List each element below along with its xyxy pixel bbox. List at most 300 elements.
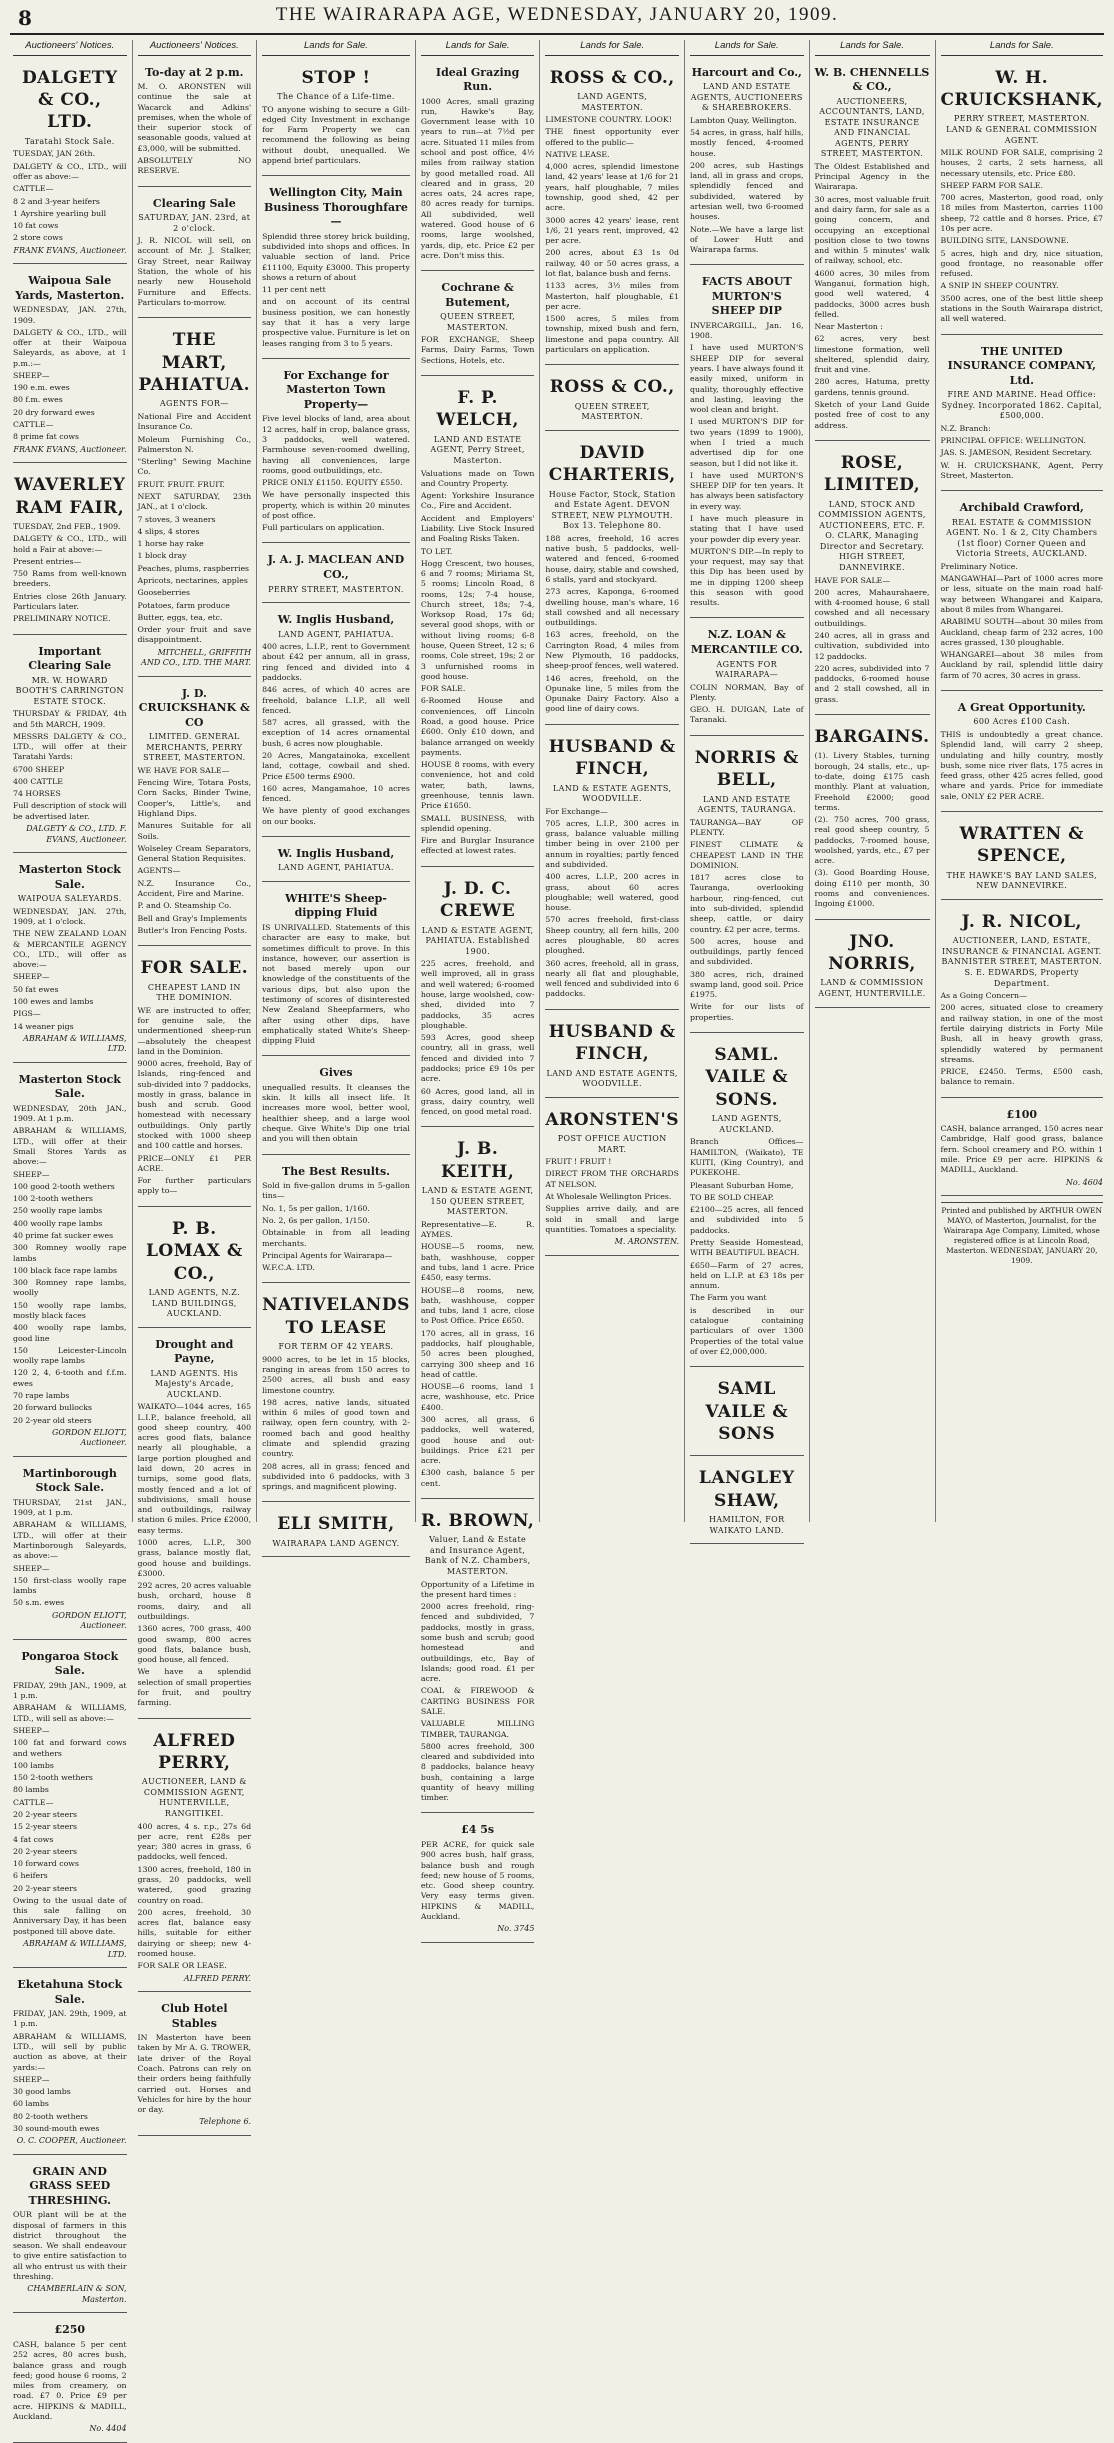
ad-line: No. 2, 6s per gallon, 1/150. [262,1215,370,1225]
ad-line: COLIN NORMAN, Bay of Plenty. [689,682,804,702]
ad-line: MANGAWHAI—Part of 1000 acres more or less, situate on the main road half-way between Whangarei and Kaipara, about 8 miles from Whangarei. [940,574,1104,614]
ad-line: SHEEP FARM FOR SALE. [940,180,1043,190]
ad-line: FINEST CLIMATE & CHEAPEST LAND IN THE DOMINION. [689,840,804,870]
ad-line: 100 fat and forward cows and wethers [13,1738,127,1758]
ad-line: 4,000 acres, splendid limestone land, 42 years' lease at 1/6 for 21 years, half ploughable, 7 miles township, good shed, 42 per acre. [545,162,679,213]
ad-heading: THE UNITED INSURANCE COMPANY, Ltd. [947,344,1096,387]
ad-heading: JNO. NORRIS, [828,931,916,975]
ad-line: J. R. NICOL will sell, on account of Mr. J. Stalker, Gray Street, near Railway Station, the whole of his nearly new Household Furniture and Effects. Particulars to-morrow. [137,236,252,307]
ad-heading: £250 [54,2323,86,2337]
ad-line: BUILDING SITE, LANSDOWNE. [940,236,1069,246]
ad-line: 60 Acres, good land, all in grass, dairy country, well fenced, on good metal road. [420,1086,535,1117]
ad-line: 40 prime fat sucker ewes [13,1231,114,1241]
ad-line: Accident and Employers' Liability. Live Stock Insured and Foaling Risks Taken. [420,513,535,544]
ad-heading: DAVID CHARTERIS, [548,442,676,486]
ad-line: WEDNESDAY, JAN. 27th, 1909. [13,305,127,325]
ad-line: MILK ROUND FOR SALE, comprising 2 houses, 2 carts, 2 sets harness, all necessary utensils, etc. Price £80. [940,148,1104,178]
ad-line: 1817 acres close to Tauranga, overlooking harbour, ring-fenced, cut into sub-divided, splendid sheep, cattle, or dairy country. £2 per acre, terms. [689,873,804,934]
ad-line: 100 good 2-tooth wethers [13,1181,115,1191]
ad-heading: WRATTEN & SPENCE, [959,823,1084,867]
ad-signature: O. C. COOPER, Auctioneer. [16,2136,127,2146]
ad-line: CATTLE— [13,1797,54,1807]
ad-heading: WHITE'S Sheep-dipping Fluid [285,891,387,920]
ad-subheading: LAND AGENTS, AUCKLAND. [711,1114,782,1134]
ad-line: 1500 acres, 5 miles from township, mixed bush and fern, limestone and papa country. All particulars on application. [545,314,679,354]
ad-heading: NORRIS & BELL, [694,747,799,791]
ad-line: 400 woolly rape lambs, good line [13,1323,127,1343]
ad-line: ABRAHAM & WILLIAMS, LTD., will offer at their Small Stores Yards as above:— [13,1126,127,1167]
ad-line: NATIVE LEASE. [545,149,610,159]
ad-line: 20 2-year steers [13,1846,77,1856]
ad-line: 20 2-year steers [13,1883,77,1893]
ad-heading: J. D. C. CREWE [440,878,516,922]
ad-line: N.Z. Branch: [940,423,991,433]
ad-line: 4 slips, 4 stores [137,526,200,536]
ad-line: THURSDAY, 21st JAN., 1909, at 1 p.m. [13,1497,127,1518]
ad-subheading: Valuer, Land & Estate and Insurance Agent, Bank of N.Z. Chambers, MASTERTON. [424,1535,531,1577]
advertisement [262,842,410,882]
page-number: 8 [18,6,32,30]
ad-line: 10 fat cows [13,221,59,231]
ad-line: 120 2, 4, 6-tooth and f.f.m. ewes [13,1368,127,1388]
ad-line: 1 horse hay rake [137,539,204,549]
ad-signature: FRANK EVANS, Auctioneer. [13,444,127,454]
ad-line: 80 f.m. ewes [13,395,63,405]
ad-line: 80 lambs [13,1785,49,1795]
advertisement [262,181,410,359]
ad-line: CASH, balance 5 per cent 252 acres, 80 acres bush, balance grass and rough feed; good house 6 rooms, 2 miles from creamery, on road. £7 0. Price £9 per acre. HIPKINS & MADILL, Auckland. [13,2339,127,2421]
ad-line: 1 Ayrshire yearling bull [13,208,107,218]
advertisement [262,1061,410,1154]
ad-subheading: PERRY STREET, MASTERTON. LAND & GENERAL COMMISSION AGENT. [946,114,1098,145]
ad-line: Order your fruit and save disappointment. [137,625,252,645]
ad-line: CATTLE— [13,184,54,194]
advertisement [421,276,535,376]
ad-line: 5 acres, high and dry, nice situation, good frontage, no reasonable offer refused. [940,248,1104,279]
ad-line: TO anyone wishing to secure a Gilt-edged City Investment in exchange for Farm Property we can recommend the following as being without doubt, unequalled. We append brief particulars. [262,104,410,165]
advertisement [421,61,535,272]
ad-heading: Cochrane & Butement, [441,281,514,309]
ad-line: 7 stoves, 3 weaners [137,514,216,524]
ad-heading: F. P. WELCH, [436,388,519,431]
ad-subheading: POST OFFICE AUCTION MART. [557,1134,667,1154]
advertisement [690,741,804,1033]
ad-line: PRICE, £2450. Terms, £500 cash, balance to remain. [940,1067,1104,1087]
ad-line: ABSOLUTELY NO RESERVE. [137,156,252,176]
ad-line: 220 acres, subdivided into 7 paddocks, 6-roomed house and 2 stall cowshed, all in grass. [814,663,930,704]
ad-subheading: The Chance of a Life-time. [277,91,395,101]
ad-heading: Important Clearing Sale [28,644,112,673]
ad-line: Lambton Quay, Wellington. [689,115,797,125]
ad-line: 300 acres, all grass, 6 paddocks, well watered, good house and out-buildings. Price £21 per acre. [420,1414,535,1466]
ad-line: GEO. H. DUIGAN, Late of Taranaki. [689,705,804,725]
ad-line: WEDNESDAY, JAN. 27th, 1909, at 1 o'clock. [13,906,127,926]
ad-subheading: FOR TERM OF 42 YEARS. [278,1342,394,1352]
ad-line: 380 acres, rich, drained swamp land, good soil. Price £1975. [689,969,804,1000]
ad-line: 20 2-year steers [13,1809,77,1819]
ad-heading: J. D. CRUICKSHANK & CO [138,686,250,729]
ad-heading: Martinborough Stock Sale. [22,1466,117,1495]
ad-line: HOUSE 8 rooms, with every convenience, hot and cold water, bath, lawns, greenhouse, tennis lawn. Price £1650. [420,760,535,811]
ad-line: SHEEP— [13,1169,50,1179]
ad-line: Peaches, plums, raspberries [137,563,250,573]
ad-line: MESSRS DALGETY & CO., LTD., will offer at their Taratahi Yards: [13,731,127,762]
ad-line: 700 acres, Masterton, good road, only 18 miles from Masterton, carries 1100 sheep, 72 cattle and 8 horses. Price, £7 10s per acre. [940,193,1104,234]
ad-line: £300 cash, balance 5 per cent. [420,1468,535,1488]
advertisement [13,2318,127,2442]
ad-line: 150 woolly rape lambs, mostly black faces [13,1300,127,1320]
ad-line: WE HAVE FOR SALE— [137,765,230,775]
ad-line: 200 acres, freehold, 30 acres flat, balance easy hills, suitable for either dairying or sheep; new 4-roomed house. [137,1907,252,1958]
advertisement [941,696,1104,812]
ad-subheading: LAND AGENTS. His Majesty's Arcade, AUCKLAND. [150,1368,239,1399]
advertisement [815,925,930,1008]
advertisement [545,436,679,725]
ad-line: Valuations made on Town and Country Property. [420,468,535,488]
ad-line: 50 s.m. ewes [13,1598,65,1608]
ad-line: MURTON'S DIP.—In reply to your request, may say that this Dip has been used by me in dipping 1200 sheep this season with good results. [689,546,804,608]
advertisement [262,608,410,837]
ad-line: 100 lambs [13,1760,54,1770]
ad-line: I used MURTON'S DIP for two years (1899 to 1900), when I tried a much advertised dip for one season, but I did not like it. [689,417,804,468]
ad-subheading: FIRE AND MARINE. Head Office: Sydney. Incorporated 1862. Capital, £500,000. [941,390,1102,421]
column-1 [8,40,133,2434]
ad-signature: CHAMBERLAIN & SON, Masterton. [27,2284,127,2304]
advertisement [545,1015,679,1098]
ad-line: 188 acres, freehold, 16 acres native bush, 5 paddocks, well-watered and fenced, 6-roomed house, dairy, stable and cowshed, 6 stalls, yard and stockyard. [545,533,679,584]
ad-line: THE NEW ZEALAND LOAN & MERCANTILE AGENCY CO., LTD., will offer as above:— [13,929,127,970]
ad-line: ABRAHAM & WILLIAMS, LTD., will offer at their Martinborough Saleyards, as above:— [13,1520,127,1561]
ad-line: P. and O. Steamship Co. [137,901,232,911]
ad-line: The Farm you want [689,1293,767,1303]
ad-subheading: LAND & COMMISSION AGENT, HUNTERVILLE. [818,978,926,999]
advertisement [690,61,804,266]
ad-line: 60 lambs [13,2099,49,2109]
ad-heading: Masterton Stock Sale. [18,1072,121,1101]
ad-subheading: LIMITED. GENERAL MERCHANTS, PERRY STREET, MASTERTON. [143,732,246,763]
column-2 [133,40,258,2127]
ad-subheading: WAIPOUA SALEYARDS. [17,894,122,904]
ad-heading: R. BROWN, [421,1510,535,1531]
ad-line: 280 acres, Hatuma, pretty gardens, tennis ground. [814,377,930,397]
ad-signature: ABRAHAM & WILLIAMS, LTD. [23,1033,127,1054]
advertisement [421,1818,535,1942]
column-6 [685,40,810,1535]
ad-line: 200 acres, situated close to creamery and railway station, in one of the most fertile dairying districts in Forty Mile Bush, all in heavy growth grass, splendidly watered by permanent streams. [940,1003,1104,1064]
ad-line: THIS is undoubtedly a great chance. Splendid land, will carry 2 sheep, undulating and hilly country, mostly bush, some nice river flats, 175 acres in feed grass, other 425 acres felled, good whare and yards. Price for immediate sale, ONLY £2 PER ACRE. [940,730,1104,801]
ad-line: 14 weaner pigs [13,1021,74,1031]
ad-line: Owing to the usual date of this sale falling on Anniversary Day, it has been postponed till above date. [13,1895,127,1936]
advertisement [13,1068,127,1457]
ad-heading: Masterton Stock Sale. [18,863,121,891]
ad-line: PRICE—ONLY £1 PER ACRE. [137,1153,252,1173]
ad-heading: SAML VAILE & SONS [705,1379,789,1444]
column-header: Auctioneers' Notices. [13,40,127,56]
ad-line: 20 2-year old steers [13,1415,92,1425]
advertisement [690,1461,804,1544]
column-header: Auctioneers' Notices. [138,40,252,56]
advertisement [815,720,930,920]
ad-heading: J. A. J. MACLEAN AND CO., [267,553,405,581]
ad-subheading: SATURDAY, JAN. 23rd, at 2 o'clock. [138,213,251,233]
ad-line: 163 acres, freehold, on the Carrington Road, 4 miles from New Plymouth, 16 paddocks, sheep-proof fences, well watered. [545,630,679,671]
ad-line: LIMESTONE COUNTRY. LOOK! [545,115,672,125]
ad-line: 1000 Acres, small grazing run, Hawke's Bay, Government lease with 10 years to run—at 7½d per acre. Situated 11 miles from school and post office, 4½ miles from railway station by good metalled road. All cleared and in grass, 20 acres oats, 24 acres rape, 80 acres ready for turnips. All subdivided, well watered. Good house of 6 rooms, large woolshed, yards, dip, etc. Price £2 per acre. Don't miss this. [420,96,535,260]
ad-line: 11 per cent nett [262,285,326,295]
ad-line: 30 good lambs [13,2087,71,2097]
advertisement [690,623,804,735]
ad-line: 30 acres, most valuable fruit and dairy farm, for sale as a going concern, and occupying an exceptional position close to two towns and within 5 minutes' walk of railway, school, etc. [814,194,930,266]
advertisement [941,1103,1104,1196]
ad-line: THURSDAY & FRIDAY, 4th and 5th MARCH, 1909. [13,709,127,729]
ad-line: TUESDAY, 2nd FEB., 1909. [13,522,121,532]
ad-line: 200 acres, about £3 1s 0d railway, 40 or 50 acres grass, a lot flat, balance bush and ferns. [545,248,679,278]
ad-line: 200 acres, Mahaurahaere, with 4-roomed house, 6 stall cowshed and all necessary outbuildings. [814,587,930,628]
column-5 [540,40,685,1522]
advertisement [815,446,930,715]
ad-signature: FRANK EVANS, Auctioneer. [13,245,127,255]
ad-heading: Clearing Sale [152,196,236,210]
ad-line: Butter, eggs, tea, etc. [137,612,223,622]
ad-line: DALGETY & CO., LTD., will hold a Fair at above:— [13,534,127,554]
ad-line: Sketch of your Land Guide posted free of cost to any address. [814,400,930,430]
ad-line: OUR plant will be at the disposal of farmers in this district throughout the season. We shall endeavour to give entire satisfaction to all who entrust us with their threshing. [13,2210,127,2282]
ad-line: For further particulars apply to— [137,1176,252,1196]
column-header: Lands for Sale. [690,40,804,56]
ad-heading: ROSS & CO., [549,67,675,88]
ad-heading: To-day at 2 p.m. [145,65,244,79]
ad-subheading: LAND & ESTATE AGENT, PAHIATUA. Established 1900. [421,925,534,956]
ad-line: 3000 acres 42 years' lease, rent 1/6, 21 years rent, improved, 42 per acre. [545,215,679,246]
ad-line: 587 acres, all grassed, with the exception of 14 acres ornamental bush, 6 acres now ploughable. [262,718,410,748]
masthead-rule [10,33,1104,35]
advertisement [262,548,410,603]
advertisement [262,1288,410,1502]
advertisement [138,1724,252,1993]
ad-line: IS UNRIVALLED. Statements of this character are easy to make, but sometimes difficult to prove. In this instance, however, our assertion is not based merely upon our knowledge of the constituents of the various dips, but also upon the testimony of scores of disinterested New Zealand Sheepfarmers, who after using other dips, have emphatically stated White's Sheep-dipping Fluid [262,923,410,1046]
advertisement [13,61,127,265]
ad-line: IN Masterton have been taken by Mr A. G. TROWER, late driver of the Royal Coach. Patrons can rely on their orders being faithfully carried out. Horses and Vehicles for hire by the hour or day. [137,2033,252,2115]
ad-line: FRUIT ! FRUIT ! [545,1157,612,1167]
advertisement [545,1103,679,1256]
ad-line: I have much pleasure in stating that I have used your powder dip every year. [689,513,804,544]
ad-subheading: AGENTS FOR— [159,399,229,409]
ad-line: 400 woolly rape lambs [13,1218,103,1228]
ad-heading: FACTS ABOUT MURTON'S SHEEP DIP [701,275,792,318]
ad-line: 6-Roomed House and conveniences, off Lincoln Road, a good house. Price £600. Only £10 down, and balance arranged on weekly payments. [420,696,535,757]
ad-heading: ELI SMITH, [277,1514,395,1535]
ad-line: AGENTS— [137,866,181,876]
ad-line: N.Z. Insurance Co., Accident, Fire and Marine. [137,878,252,899]
ad-line: Five level blocks of land, area about 12 acres, half in crop, balance grass, 3 paddocks, well watered. Farmhouse seven-roomed dwelling, having all conveniences, large rooms, good outbuildings, etc. [262,414,410,475]
ad-heading: BARGAINS. [814,726,930,747]
ad-line: Potatoes, farm produce [137,600,230,610]
ad-line: 705 acres, L.I.P., 300 acres in grass, balance valuable milling timber being in over 2100 per annum in royalties; partly fenced and subdivided. [545,818,679,869]
ad-line: 4600 acres, 30 miles from Wanganui, formation high, good well watered, 4 paddocks, 3000 acres bush felled. [814,268,930,319]
ad-line: PIGS— [13,1009,41,1019]
ad-line: 400 CATTLE [13,776,63,786]
ad-line: A SNIP IN SHEEP COUNTRY. [940,281,1059,291]
ad-subheading: THE HAWKE'S BAY LAND SALES, NEW DANNEVIRKE. [946,870,1098,891]
ad-line: No. 1, 5s per gallon, 1/160. [262,1203,370,1213]
ad-heading: W. Inglis Husband, [277,846,395,860]
ad-subheading: CHEAPEST LAND IN THE DOMINION. [147,982,241,1003]
advertisement [138,951,252,1207]
ad-subheading: REAL ESTATE & COMMISSION AGENT. No. 1 & 2, City Chambers (1st floor) Corner Queen and Victoria Streets, AUCKLAND. [946,517,1098,559]
ad-line: 150 first-class woolly rape lambs [13,1575,127,1596]
advertisement [13,468,127,634]
ad-line: PRICE ONLY £1150. EQUITY £550. [262,478,403,488]
ad-line: We have personally inspected this property, which is within 20 minutes of post office. [262,490,410,520]
ad-line: HOUSE—6 rooms, land 1 acre, washhouse, etc. Price £400. [420,1382,535,1412]
ad-line: NEXT SATURDAY, 23th JAN., at 1 o'clock. [137,491,252,512]
ad-line: 150 Leicester-Lincoln woolly rape lambs [13,1345,127,1366]
ad-line: I have used MURTON'S SHEEP DIP for several years. I have always found it easily mixed, uniform in quality, thoroughly effective and lasting, leaving the wool clean and bright. [689,343,804,415]
ad-subheading: QUEEN STREET, MASTERTON. [440,312,516,332]
ad-line: £2100—25 acres, all fenced and subdivided into 5 paddocks. [689,1205,804,1235]
ad-subheading: HAMILTON, FOR WAIKATO LAND. [708,1515,785,1535]
advertisement [13,858,127,1063]
ad-subheading: LAND & ESTATE AGENT, 150 QUEEN STREET, MASTERTON. [421,1186,534,1217]
ad-subheading: LAND AGENTS, MASTERTON. [577,91,648,112]
ad-signature: ABRAHAM & WILLIAMS, LTD. [23,1939,127,1959]
ad-line: FRIDAY, 29th JAN., 1909, at 1 p.m. [13,1680,127,1701]
ad-line: Entries close 26th January. Particulars later. [13,591,127,611]
ad-line: Full description of stock will be advertised later. [13,801,127,821]
ad-heading: WAVERLEY RAM FAIR, [14,475,126,518]
advertisement [13,1973,127,2155]
ad-line: (3). Good Boarding House, doing £110 per month, 30 rooms and conveniences. Ingoing £1000. [814,868,930,909]
ad-heading: Pongaroa Stock Sale. [21,1649,119,1678]
ad-heading: THE MART, PAHIATUA. [138,330,251,396]
advertisement [138,61,252,187]
ad-subheading: AUCTIONEER, LAND, ESTATE, INSURANCE & FINANCIAL AGENT. BANNISTER STREET, MASTERTON. S. E. EDWARDS, Property Department. [941,936,1102,988]
advertisement [13,1645,127,1968]
advertisement [262,887,410,1056]
ad-line: 200 acres, sub Hastings land, all in grass and crops, splendidly fenced and subdivided, watered by artesian well, two 6-roomed houses. [689,160,804,222]
advertisement [545,730,679,1010]
ad-line: FRIDAY, JAN. 29th, 1909, at 1 p.m. [13,2009,127,2029]
advertisement [545,370,679,431]
ad-line: M. O. ARONSTEN will continue the sale at Wacarck and Adkins' premises, when the whole of their superior stock of seasonable goods, valued at £3,000, will be submitted. [137,82,252,153]
ad-subheading: WAIRARAPA LAND AGENCY. [272,1538,400,1548]
advertisement [138,1997,252,2136]
advertisement [421,1132,535,1499]
ad-heading: HUSBAND & FINCH, [548,736,676,780]
ad-line: Fencing Wire, Totara Posts, Corn Sacks, Binder Twine, Cooper's, Little's, and Highland Dips. [137,778,252,819]
ad-heading: £4 5s [461,1823,495,1837]
ad-heading: LANGLEY SHAW, [698,1468,795,1511]
ad-signature: DALGETY & CO., LTD. F. EVANS, Auctioneer. [26,824,127,844]
ad-line: Wolseley Cream Separators, General Station Requisites. [137,843,252,864]
ad-line: W.F.C.A. LTD. [262,1263,315,1273]
ad-line: Gooseberries [137,588,190,598]
ad-line: Manures Suitable for all Soils. [137,821,252,841]
ad-line: 500 acres, house and outbuildings, partly fenced and subdivided. [689,936,804,967]
ad-line: 208 acres, all in grass; fenced and subdivided into 6 paddocks, with 3 springs, and magnificent plowing. [262,1461,410,1492]
advertisement [262,364,410,544]
ad-subheading: QUEEN STREET, MASTERTON. [574,401,650,422]
advertisement [941,61,1104,335]
ad-line: 1300 acres, freehold, 180 in grass, 20 paddocks, well watered, good grazing country on road. [137,1864,252,1905]
ad-line: 5800 acres freehold, 300 cleared and subdivided into 8 paddocks, balance heavy bush, containing a large quantity of heavy milling timber. [420,1741,535,1803]
ad-line: 2000 acres freehold, ring-fenced and subdivided, 7 paddocks, mostly in grass, some bush and scrub; good homestead and outbuildings, etc, Bay of Islands; good road. £1 per acre. [420,1602,535,1684]
ad-line: TUESDAY, JAN 26th. [13,149,96,159]
column-header: Lands for Sale. [421,40,535,56]
ad-line: 20 Acres, Mangatainoka, excellent land, cottage, cowbail and shed. Price £500 terms £900. [262,750,410,781]
ad-line: 54 acres, in grass, half hills, mostly fenced, 4-roomed house. [689,127,804,158]
ad-line: Pleasant Suburban Home, [689,1180,794,1190]
ad-heading: W. B. CHENNELLS & CO., [814,65,930,94]
ad-subheading: House Factor, Stock, Station and Estate Agent. DEVON STREET, NEW PLYMOUTH. Box 13. Telephone 80. [548,489,676,531]
ad-line: 8 2 and 3-year heifers [13,196,100,206]
ad-line: 74 HORSES [13,789,61,799]
ad-line: The Oldest Established and Principal Agency in the Wairarapa. [814,161,930,192]
ad-line: 2 store cows [13,233,63,243]
advertisement [262,1507,410,1557]
ad-heading: Eketahuna Stock Sale. [17,1978,123,2006]
ad-line: National Fire and Accident Insurance Co. [137,412,252,432]
ad-heading: Club Hotel Stables [161,2002,228,2030]
ad-line: Moleum Furnishing Co., Palmerston N. [137,434,252,454]
ad-heading: DALGETY & CO., LTD. [21,67,118,133]
ad-subheading: LAND AGENT, PAHIATUA. [278,629,394,639]
ad-line: VALUABLE MILLING TIMBER, TAURANGA. [420,1719,535,1739]
ad-line: 50 fat ewes [13,984,59,994]
ad-line: WEDNESDAY, 20th JAN., 1909. At 1 p.m. [13,1103,127,1124]
advertisement [138,192,252,319]
ad-line: Full particulars on application. [262,523,385,533]
ad-line: Near Masterton : [814,322,883,332]
ad-line: ABRAHAM & WILLIAMS, LTD., will sell as above:— [13,1703,127,1723]
ad-line: We have plenty of good exchanges on our books. [262,806,410,826]
ad-heading: J. R. NICOL, [961,911,1082,932]
ad-line: 1133 acres, 3½ miles from Masterton, half ploughable, £1 per acre. [545,281,679,311]
ad-line: Splendid three storey brick building, subdivided into shops and offices. In valuable section of land. Price £11100, Equity £3000. This property shows a return of about [262,231,410,282]
ad-line: Opportunity of a Lifetime in the present hard times : [420,1579,535,1599]
ad-line: 300 Romney woolly rape lambs [13,1243,127,1263]
ad-line: WHANGAREI—about 38 miles from Auckland by rail, splendid little dairy farm of 70 acres, 30 acres in grass. [940,650,1104,680]
ad-heading: Drought and Payne, [155,1337,234,1366]
ad-line: We have a splendid selection of small properties for fruit, and poultry farming. [137,1667,252,1708]
ad-line: SHEEP— [13,370,50,380]
ad-line: 1000 acres, L.I.P., 300 grass, balance mostly flat, good house and buildings. £3000. [137,1538,252,1578]
ad-line: PER ACRE, for quick sale 900 acres bush, half grass, balance bush and rough feed; new house of 5 rooms, etc. Good sheep country. Very easy terms given. HIPKINS & MADILL, Auckland. [420,1840,535,1921]
advertisement [13,640,127,854]
ad-line: is described in our catalogue containing particulars of over 1300 Properties of the total value of over £2,000,000. [689,1305,804,1356]
ad-heading: A Great Opportunity. [957,700,1086,714]
ad-line: Representative—E. R. AYMES. [420,1219,535,1240]
ad-heading: Ideal Grazing Run. [435,65,520,94]
advertisement [262,61,410,177]
ad-heading: SAML. VAILE & SONS. [705,1045,789,1110]
ad-line: JAS. S. JAMESON, Resident Secretary. [940,448,1092,458]
advertisement [421,1504,535,1814]
ad-heading: P. B. LOMAX & CO., [145,1218,243,1284]
advertisement [545,61,679,366]
ad-line: TO BE SOLD CHEAP. [689,1192,774,1202]
ad-line: 15 2-year steers [13,1822,77,1832]
advertisement [138,682,252,946]
ad-line: Present entries— [13,556,82,566]
ad-line: 70 rape lambs [13,1390,70,1400]
imprint-footer: Printed and published by ARTHUR OWEN MAYO, of Masterton, Journalist, for the Wairarapa Age Company, Limited, whose registered office is at Lincoln Road, Masterton. WEDNESDAY, JANUARY 20, 1909. [941,1202,1104,1265]
ad-subheading: LAND AND ESTATE AGENT, Perry Street, Masterton. [430,434,525,465]
ad-line: 3500 acres, one of the best little sheep stations in the South Wairarapa district, all well watered. [940,293,1104,324]
ad-signature: MITCHELL, GRIFFITH AND CO., LTD. THE MART. [141,647,252,668]
ad-subheading: LAND & ESTATE AGENTS, WOODVILLE. [552,783,672,804]
ad-line: Principal Agents for Wairarapa— [262,1250,393,1260]
